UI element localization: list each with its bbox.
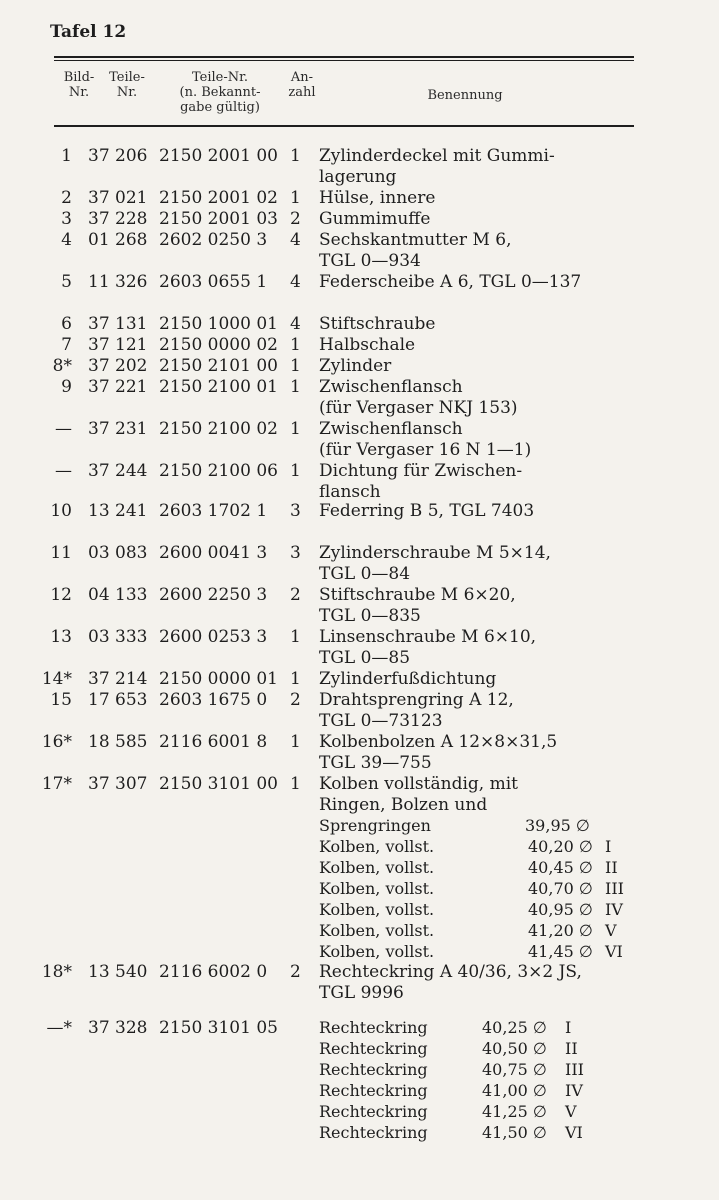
ring-size-value: 41,25 ∅ (482, 1102, 547, 1121)
teile-nr-neu: 2116 6002 0 (159, 962, 268, 982)
bild-nr: 8* (52, 356, 72, 376)
bild-nr: 10 (50, 501, 72, 521)
bild-nr: 11 (50, 543, 72, 563)
teile-nr: 04 133 (88, 585, 148, 605)
bild-nr: —* (46, 1018, 72, 1038)
kolben-size-grade: III (605, 879, 624, 898)
ring-size-value: 41,50 ∅ (482, 1123, 547, 1142)
teile-nr-neu: 2150 2001 00 (159, 146, 278, 166)
bild-nr: 1 (61, 146, 72, 166)
teile-nr: 18 585 (88, 732, 148, 752)
benennung-line: Ringen, Bolzen und (319, 795, 488, 815)
teile-nr-neu: 2150 3101 05 (159, 1018, 278, 1038)
kolben-size-value: 40,45 ∅ (528, 858, 593, 877)
teile-nr: 37 021 (88, 188, 148, 208)
benennung-line: Dichtung für Zwischen- (319, 461, 523, 481)
teile-nr-neu: 2116 6001 8 (159, 732, 268, 752)
kolben-size-value: 41,20 ∅ (528, 921, 593, 940)
teile-nr: 37 206 (88, 146, 148, 166)
teile-nr: 37 214 (88, 669, 148, 689)
kolben-size-grade: VI (605, 942, 623, 961)
anzahl: 1 (290, 419, 301, 439)
benennung-line: TGL 0—934 (319, 251, 421, 271)
benennung-line: Sechskantmutter M 6, (319, 230, 512, 250)
benennung-line: Rechteckring A 40/36, 3×2 JS, (319, 962, 582, 982)
header-bild: Bild- Nr. (63, 70, 95, 100)
ring-size-grade: IV (565, 1081, 583, 1100)
teile-nr: 37 328 (88, 1018, 148, 1038)
ring-size-label: Rechteckring (319, 1018, 428, 1037)
teile-nr: 37 221 (88, 377, 148, 397)
anzahl: 1 (290, 461, 301, 481)
teile-nr: 37 202 (88, 356, 148, 376)
anzahl: 3 (290, 543, 301, 563)
teile-nr-neu: 2603 0655 1 (159, 272, 268, 292)
benennung-line: TGL 0—835 (319, 606, 421, 626)
benennung-line: Zwischenflansch (319, 377, 463, 397)
kolben-size-value: 40,95 ∅ (528, 900, 593, 919)
anzahl: 4 (290, 230, 301, 250)
kolben-size-label: Kolben, vollst. (319, 879, 435, 898)
kolben-size-grade: II (605, 858, 618, 877)
benennung-line: TGL 0—73123 (319, 711, 443, 731)
ring-size-grade: II (565, 1039, 578, 1058)
bild-nr: 14* (41, 669, 72, 689)
teile-nr: 11 326 (88, 272, 148, 292)
benennung-line: TGL 39—755 (319, 753, 432, 773)
benennung-line: TGL 0—85 (319, 648, 411, 668)
teile-nr: 03 083 (88, 543, 148, 563)
benennung-line: Kolbenbolzen A 12×8×31,5 (319, 732, 558, 752)
teile-nr: 37 244 (88, 461, 148, 481)
teile-nr: 37 228 (88, 209, 148, 229)
teile-nr-neu: 2600 2250 3 (159, 585, 268, 605)
anzahl: 2 (290, 209, 301, 229)
benennung-line: Halbschale (319, 335, 416, 355)
benennung-line: flansch (319, 482, 381, 502)
anzahl: 1 (290, 335, 301, 355)
benennung-line: Hülse, innere (319, 188, 436, 208)
bild-nr: — (55, 419, 72, 439)
teile-nr-neu: 2150 2100 02 (159, 419, 278, 439)
bild-nr: 3 (61, 209, 72, 229)
anzahl: 2 (290, 690, 301, 710)
benennung-line: Federscheibe A 6, TGL 0—137 (319, 272, 582, 292)
teile-nr: 37 121 (88, 335, 148, 355)
header-teile-nr: Teile- Nr. (109, 70, 145, 100)
benennung-line: Zwischenflansch (319, 419, 463, 439)
anzahl: 1 (290, 356, 301, 376)
teile-nr: 13 241 (88, 501, 148, 521)
kolben-size-grade: IV (605, 900, 623, 919)
teile-nr: 37 307 (88, 774, 148, 794)
bild-nr: 15 (50, 690, 72, 710)
teile-nr-neu: 2602 0250 3 (159, 230, 268, 250)
anzahl: 1 (290, 188, 301, 208)
teile-nr: 13 540 (88, 962, 148, 982)
teile-nr: 03 333 (88, 627, 148, 647)
kolben-size-grade: V (605, 921, 617, 940)
header-top-rule-thin (54, 60, 634, 61)
benennung-line: Zylinderschraube M 5×14, (319, 543, 551, 563)
benennung-line: Stiftschraube M 6×20, (319, 585, 516, 605)
teile-nr-neu: 2600 0253 3 (159, 627, 268, 647)
teile-nr: 37 131 (88, 314, 148, 334)
bild-nr: 12 (50, 585, 72, 605)
kolben-size-label: Sprengringen (319, 816, 431, 835)
teile-nr: 01 268 (88, 230, 148, 250)
anzahl: 4 (290, 314, 301, 334)
ring-size-label: Rechteckring (319, 1060, 428, 1079)
bild-nr: 2 (61, 188, 72, 208)
ring-size-value: 41,00 ∅ (482, 1081, 547, 1100)
page-title: Tafel 12 (50, 22, 127, 42)
header-bottom-rule (54, 125, 634, 127)
anzahl: 1 (290, 669, 301, 689)
anzahl: 1 (290, 774, 301, 794)
bild-nr: 17* (41, 774, 72, 794)
bild-nr: 6 (61, 314, 72, 334)
header-top-rule (54, 56, 634, 58)
teile-nr-neu: 2150 2100 01 (159, 377, 278, 397)
anzahl: 3 (290, 501, 301, 521)
kolben-size-value: 40,70 ∅ (528, 879, 593, 898)
kolben-size-value: 41,45 ∅ (528, 942, 593, 961)
kolben-size-label: Kolben, vollst. (319, 921, 435, 940)
benennung-line: Federring B 5, TGL 7403 (319, 501, 535, 521)
teile-nr-neu: 2603 1675 0 (159, 690, 268, 710)
kolben-size-label: Kolben, vollst. (319, 837, 435, 856)
ring-size-grade: VI (565, 1123, 583, 1142)
anzahl: 1 (290, 377, 301, 397)
teile-nr-neu: 2150 1000 01 (159, 314, 278, 334)
bild-nr: 13 (50, 627, 72, 647)
header-anzahl: An- zahl (288, 70, 316, 100)
benennung-line: Zylinder (319, 356, 392, 376)
kolben-size-label: Kolben, vollst. (319, 900, 435, 919)
bild-nr: 16* (41, 732, 72, 752)
teile-nr-neu: 2150 2100 06 (159, 461, 278, 481)
bild-nr: — (55, 461, 72, 481)
ring-size-label: Rechteckring (319, 1039, 428, 1058)
bild-nr: 4 (61, 230, 72, 250)
anzahl: 1 (290, 627, 301, 647)
bild-nr: 9 (61, 377, 72, 397)
teile-nr-neu: 2150 2001 02 (159, 188, 278, 208)
benennung-line: Stiftschraube (319, 314, 436, 334)
bild-nr: 7 (61, 335, 72, 355)
benennung-line: lagerung (319, 167, 397, 187)
teile-nr: 17 653 (88, 690, 148, 710)
benennung-line: (für Vergaser 16 N 1—1) (319, 440, 532, 460)
benennung-line: (für Vergaser NKJ 153) (319, 398, 518, 418)
ring-size-value: 40,50 ∅ (482, 1039, 547, 1058)
benennung-line: Linsenschraube M 6×10, (319, 627, 537, 647)
kolben-size-label: Kolben, vollst. (319, 858, 435, 877)
ring-size-grade: III (565, 1060, 584, 1079)
benennung-line: Drahtsprengring A 12, (319, 690, 514, 710)
benennung-line: Zylinderfußdichtung (319, 669, 497, 689)
teile-nr-neu: 2150 2001 03 (159, 209, 278, 229)
teile-nr: 37 231 (88, 419, 148, 439)
teile-nr-neu: 2600 0041 3 (159, 543, 268, 563)
teile-nr-neu: 2150 0000 02 (159, 335, 278, 355)
ring-size-value: 40,25 ∅ (482, 1018, 547, 1037)
ring-size-label: Rechteckring (319, 1123, 428, 1142)
anzahl: 4 (290, 272, 301, 292)
anzahl: 2 (290, 962, 301, 982)
header-benennung: Benennung (427, 88, 503, 103)
anzahl: 1 (290, 146, 301, 166)
anzahl: 2 (290, 585, 301, 605)
kolben-size-label: Kolben, vollst. (319, 942, 435, 961)
ring-size-grade: V (565, 1102, 577, 1121)
ring-size-value: 40,75 ∅ (482, 1060, 547, 1079)
teile-nr-neu: 2603 1702 1 (159, 501, 268, 521)
teile-nr-neu: 2150 3101 00 (159, 774, 278, 794)
ring-size-label: Rechteckring (319, 1102, 428, 1121)
bild-nr: 18* (41, 962, 72, 982)
ring-size-label: Rechteckring (319, 1081, 428, 1100)
benennung-line: Kolben vollständig, mit (319, 774, 518, 794)
teile-nr-neu: 2150 2101 00 (159, 356, 278, 376)
benennung-line: Zylinderdeckel mit Gummi- (319, 146, 555, 166)
benennung-line: TGL 9996 (319, 983, 404, 1003)
benennung-line: TGL 0—84 (319, 564, 411, 584)
kolben-size-grade: I (605, 837, 612, 856)
anzahl: 1 (290, 732, 301, 752)
teile-nr-neu: 2150 0000 01 (159, 669, 278, 689)
kolben-size-value: 40,20 ∅ (528, 837, 593, 856)
header-teile-nr-neu: Teile-Nr. (n. Bekannt- gabe gültig) (179, 70, 261, 115)
ring-size-grade: I (565, 1018, 572, 1037)
bild-nr: 5 (61, 272, 72, 292)
benennung-line: Gummimuffe (319, 209, 431, 229)
kolben-size-value: 39,95 ∅ (525, 816, 590, 835)
